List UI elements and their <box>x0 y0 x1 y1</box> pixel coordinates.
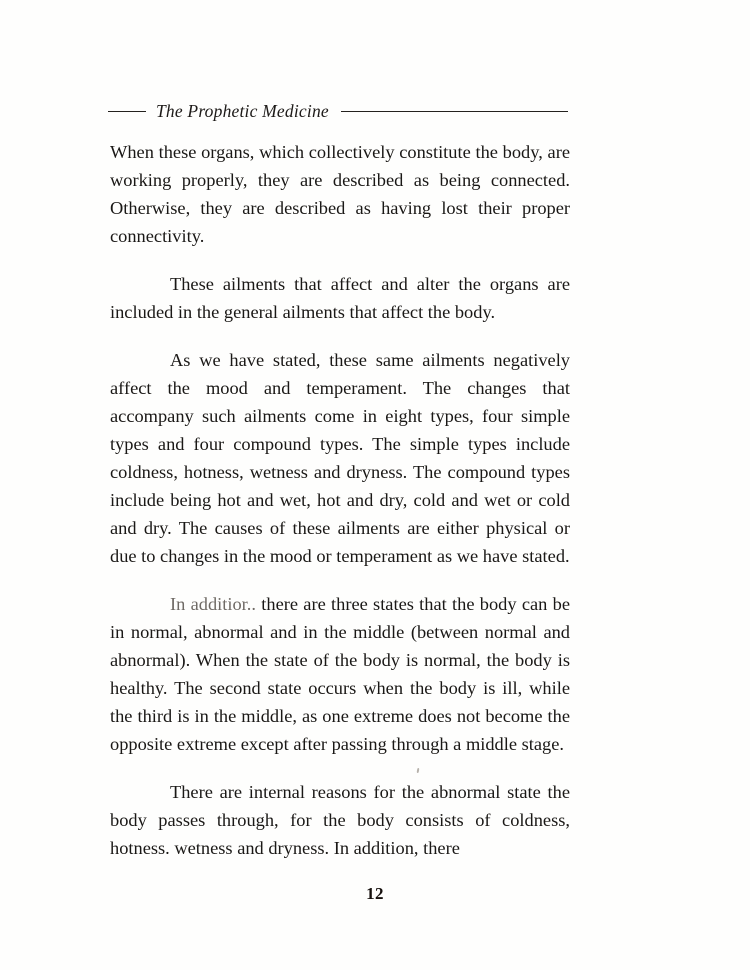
body-text-block <box>110 138 570 862</box>
paragraph-3: As we have stated, these same ailments negatively affect the mood and temperament. The changes that accompany such ailments come in eight types, four simple types and four compound types. The simple types include coldness, hotness, wetness and dryness. The compound types include being hot and wet, hot and dry, cold and wet or cold and dry. The causes of these ailments are either physical or due to changes in the mood or temperament as we have stated. <box>110 350 570 566</box>
paragraph-4-degraded-lead: In additior.. <box>170 594 256 614</box>
paragraph-4-text: there are three states that the body can be in normal, abnormal and in the middle (between normal and abnormal). When the state of the body is normal, the body is healthy. The second state occurs when the body is ill, while the third is in the middle, as one extreme does not become the opposite extreme except after passing through a middle stage. <box>110 594 570 754</box>
paragraph-4 <box>110 590 570 758</box>
header-title: The Prophetic Medicine <box>156 100 329 121</box>
paragraph-1: When these organs, which collectively constitute the body, are working properly, they are described as being connected. Otherwise, they are described as having lost their proper connectivity. <box>110 142 570 246</box>
header-rule-left <box>108 111 146 112</box>
running-header <box>108 98 568 124</box>
header-rule-right <box>341 111 568 112</box>
page-number: 12 <box>366 884 384 903</box>
paragraph-2: These ailments that affect and alter the organs are included in the general ailments that affect the body. <box>110 274 570 322</box>
paragraph-5: There are internal reasons for the abnormal state the body passes through, for the body consists of coldness, hotness. wetness and dryness. In addition, there <box>110 782 570 858</box>
